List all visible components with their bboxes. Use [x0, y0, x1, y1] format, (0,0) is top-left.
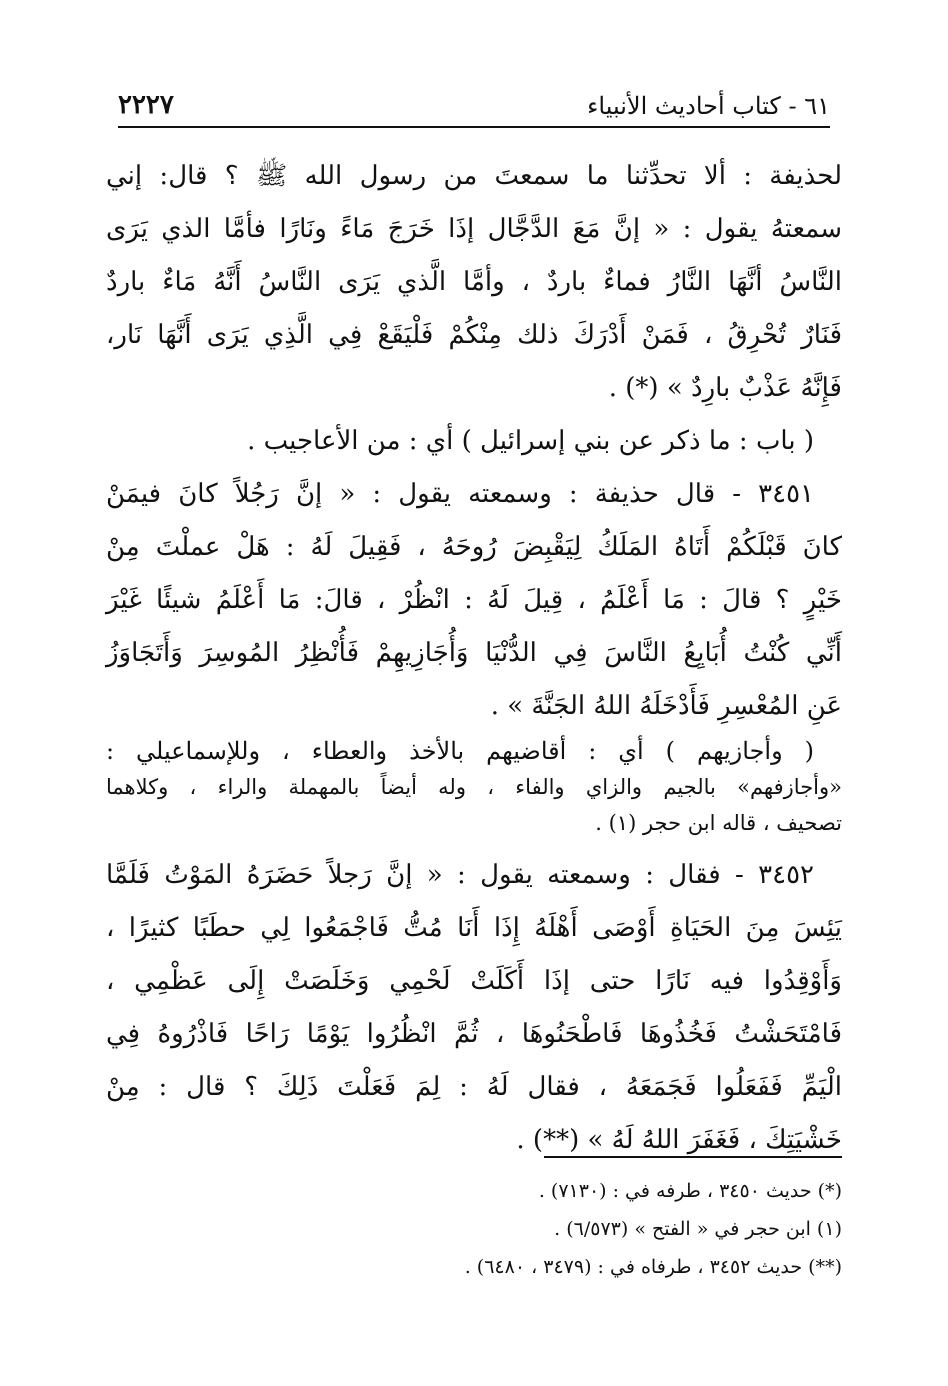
commentary-line: تصحيف ، قاله ابن حجر (١) . [595, 811, 842, 835]
text-line: فَإِنَّهُ عَذْبٌ بارِدٌ » (*) . [608, 373, 842, 403]
page-number: ٢٢٢٧ [118, 90, 174, 120]
footnotes [118, 1172, 842, 1286]
text-line: خَيْرٍ ؟ قالَ : مَا أَعْلَمُ ، قِيلَ لَهُ : انْظُرْ ، قالَ: مَا أَعْلَمُ شيئًا غَيْرَ [106, 585, 842, 615]
main-text [106, 150, 842, 1167]
text-line: فَنَارٌ تُحْرِقُ ، فَمَنْ أَدْرَكَ ذلك مِنْكُمْ فَلْيَقَعْ فِي الَّذِي يَرَى أَنَّهَا نَار، [106, 320, 842, 350]
text-line: فَامْتَحَشْتُ فَخُذُوهَا فَاطْحَنُوهَا ، ثُمَّ انْظُرُوا يَوْمًا رَاحًا فَاذْرُوهُ فِي [106, 1019, 842, 1049]
commentary-block [106, 733, 842, 841]
text-line: سمعتهُ يقول : « إنَّ مَعَ الدَّجَّال إذَا خَرَجَ مَاءً ونَارًا فأمَّا الذي يَرَى [106, 214, 842, 244]
chapter-heading: ( باب : ما ذكر عن بني إسرائيل ) أي : من الأعاجيب . [247, 426, 814, 456]
commentary-line: ( وأجازيهم ) أي : أقاضيهم بالأخذ والعطاء ، وللإسماعيلي : [106, 737, 814, 765]
text-line: وَأَوْقِدُوا فيه نَارًا حتى إذَا أَكَلَتْ لَحْمِي وَخَلَصَتْ إِلَى عَظْمِي ، [106, 966, 842, 996]
page-header [118, 86, 830, 128]
hadith-3451-start: ٣٤٥١ - قال حذيفة : وسمعته يقول : « إنَّ رَجُلاً كانَ فيمَنْ [106, 479, 814, 509]
text-line: عَنِ المُعْسِرِ فَأَدْخَلَهُ اللهُ الجَنَّةَ » . [490, 691, 842, 721]
commentary-line: «وأجازفهم» بالجيم والزاي والفاء ، وله أيضاً بالمهملة والراء ، وكلاهما [106, 775, 842, 799]
text-line: لحذيفة : ألا تحدِّثنا ما سمعتَ من رسول الله ﷺ ؟ قال: إني [106, 161, 842, 191]
footnote-separator [544, 1156, 842, 1158]
running-title: ٦١ - كتاب أحاديث الأنبياء [587, 92, 830, 120]
text-line: خَشْيَتِكَ ، فَغَفَرَ اللهُ لَهُ » (**) . [516, 1125, 842, 1155]
footnote: (١) ابن حجر في « الفتح » (٦/٥٧٣) . [554, 1218, 842, 1240]
text-line: أَنِّي كُنْتُ أُبَايِعُ النَّاسَ فِي الدُّنْيَا وَأُجَازِيهِمْ فَأُنْظِرُ المُوسِرَ وَأَتَجَاوَزُ [106, 638, 842, 668]
text-line: النَّاسُ أنَّهَا النَّارُ فماءٌ باردٌ ، وأمَّا الَّذي يَرَى النَّاسُ أَنَّهُ مَاءٌ باردٌ [106, 267, 842, 297]
text-line: يَئِسَ مِنَ الحَيَاةِ أَوْصَى أَهْلَهُ إِذَا أَنَا مُتُّ فَاجْمَعُوا لِي حطَبًا كثيرًا ، [106, 913, 842, 943]
footnote: (**) حديث ٣٤٥٢ ، طرفاه في : (٣٤٧٩ ، ٦٤٨٠) . [464, 1256, 842, 1278]
footnote: (*) حديث ٣٤٥٠ ، طرفه في : (٧١٣٠) . [538, 1180, 842, 1202]
text-line: كانَ قَبْلَكُمْ أَتَاهُ المَلَكُ لِيَقْبِضَ رُوحَهُ ، فَقِيلَ لَهُ : هَلْ عملْتَ مِنْ [106, 532, 842, 562]
text-line: الْيَمِّ فَفَعَلُوا فَجَمَعَهُ ، فقال لَهُ : لِمَ فَعَلْتَ ذَلِكَ ؟ قال : مِنْ [106, 1072, 842, 1102]
hadith-3452-start: ٣٤٥٢ - فقال : وسمعته يقول : « إنَّ رَجلاً حَضَرَهُ المَوْتُ فَلَمَّا [106, 860, 814, 890]
